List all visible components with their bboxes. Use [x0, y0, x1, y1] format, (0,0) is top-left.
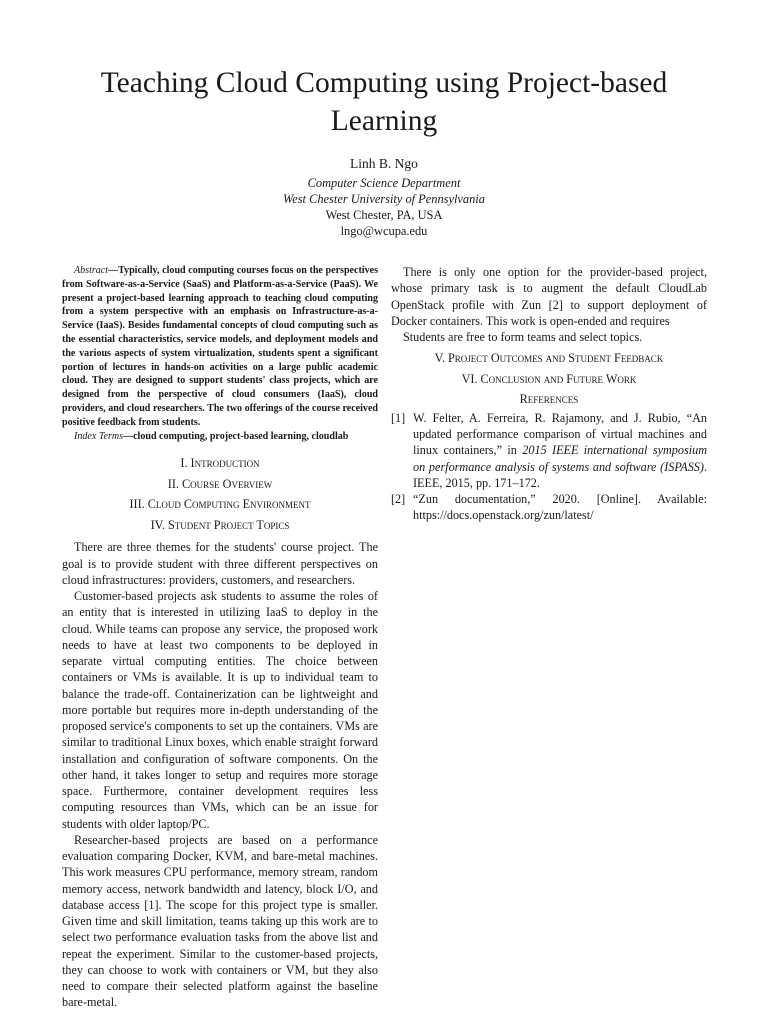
- reference-tail: . IEEE, 2015, pp. 171–172.: [413, 459, 707, 490]
- body-paragraph: There are three themes for the students' course project. The goal is to provide student with three different perspectives on cloud infrastructures: providers, customers, and researchers.: [62, 540, 378, 587]
- body-paragraph: Researcher-based projects are based on a performance evaluation comparing Docker, KVM, and bare-metal machines. This work measures CPU performance, memory stream, random memory access, network bandwidth and latency, block I/O, and database access [1]. The scope for this project type is smaller. Given time and skill limitation, teams taking up this work are to select two performance evaluation tasks from the above list and repeat the experiment. Similar to the customer-based projects, they can choose to work with containers or VM, but they also need to compare their selected platform against the baseline bare-metal.: [62, 832, 378, 1010]
- section-heading-references: References: [519, 392, 579, 407]
- author-location: West Chester, PA, USA: [325, 208, 443, 222]
- index-terms-label: Index Terms: [74, 430, 124, 442]
- abstract-text: —Typically, cloud computing courses focus on the perspectives from Software-as-a-Service (SaaS) and Platform-as-a-Service (PaaS). We present a project-based learning approach to teaching cloud computing from a system perspective with an emphasis on Infrastructure-as-a-Service (IaaS). Besides fundamental concepts of cloud computing such as the essential characteristics, service models, and deployment models and the various aspects of system virtualization, students spent a significant portion of lectures in hands-on activities on a large public academic cloud. They are designed to support students' class projects, which are designed from the perspective of cloud consumers (IaaS), cloud providers, and cloud researchers. The two offerings of the course received positive feedback from students.: [62, 265, 378, 428]
- reference-list: [391, 410, 707, 524]
- author-name: Linh B. Ngo: [350, 156, 418, 171]
- body-paragraph: There is only one option for the provider-based project, whose primary task is to augment the default CloudLab OpenStack profile with Zun [2] to support deployment of Docker containers. This work is open-ended and requires: [391, 265, 707, 328]
- section-heading-outcomes: V. Project Outcomes and Student Feedback: [434, 351, 664, 366]
- abstract: [62, 264, 378, 443]
- reference-venue: 2015 IEEE international symposium on performance analysis of systems and software (ISPASS): [413, 443, 707, 474]
- reference-number: [2]: [391, 492, 406, 506]
- body-paragraph: Customer-based projects ask students to assume the roles of an entity that is interested in utilizing IaaS to deploy in the cloud. While teams can propose any service, the proposed work needs to have at least two components to be deployed in separate virtual computing entities. The choice between containers or VMs is available. It is up to individual team to balance the trade-off. Containerization can be lightweight and more portable but requires more in-depth understanding of the proposed service's components to set up the containers. VMs are similar to traditional Linux boxes, which enable straight forward installation and configuration of software components. On the other hand, it takes longer to setup and requires more storage space. Furthermore, container development requires less computing resources than VMs, which can be an issue for students with older laptop/PC.: [62, 589, 378, 831]
- author-department: Computer Science Department: [307, 176, 461, 190]
- right-column: [391, 264, 707, 524]
- reference-text: W. Felter, A. Ferreira, R. Rajamony, and J. Rubio, “An updated performance comparison of virtual machines and linux containers,” in: [413, 410, 707, 458]
- section-body-continued: [391, 264, 707, 345]
- reference-text: “Zun documentation,” 2020. [Online]. Available: https://docs.openstack.org/zun/latest/: [413, 492, 707, 523]
- author-block: [184, 156, 584, 239]
- section-heading-project-topics: IV. Student Project Topics: [150, 517, 290, 532]
- reference-item: [391, 410, 707, 491]
- left-column: [62, 264, 378, 1011]
- section-heading-course-overview: II. Course Overview: [167, 476, 273, 491]
- author-university: West Chester University of Pennsylvania: [283, 192, 485, 206]
- index-terms: [62, 430, 378, 444]
- abstract-label: Abstract: [74, 265, 109, 276]
- reference-item: [391, 491, 707, 524]
- body-paragraph: Students are free to form teams and select topics.: [403, 330, 643, 344]
- section-heading-cloud-environment: III. Cloud Computing Environment: [129, 497, 311, 512]
- section-heading-introduction: I. Introduction: [180, 456, 260, 471]
- author-email: lngo@wcupa.edu: [340, 224, 428, 238]
- abstract-paragraph: [62, 264, 378, 430]
- index-terms-text: —cloud computing, project-based learning, cloudlab: [123, 430, 349, 442]
- section-heading-conclusion: VI. Conclusion and Future Work: [461, 371, 637, 386]
- section-body-project-topics: [62, 539, 378, 1010]
- reference-number: [1]: [391, 410, 406, 425]
- paper-title: Teaching Cloud Computing using Project-based Learning: [100, 67, 668, 137]
